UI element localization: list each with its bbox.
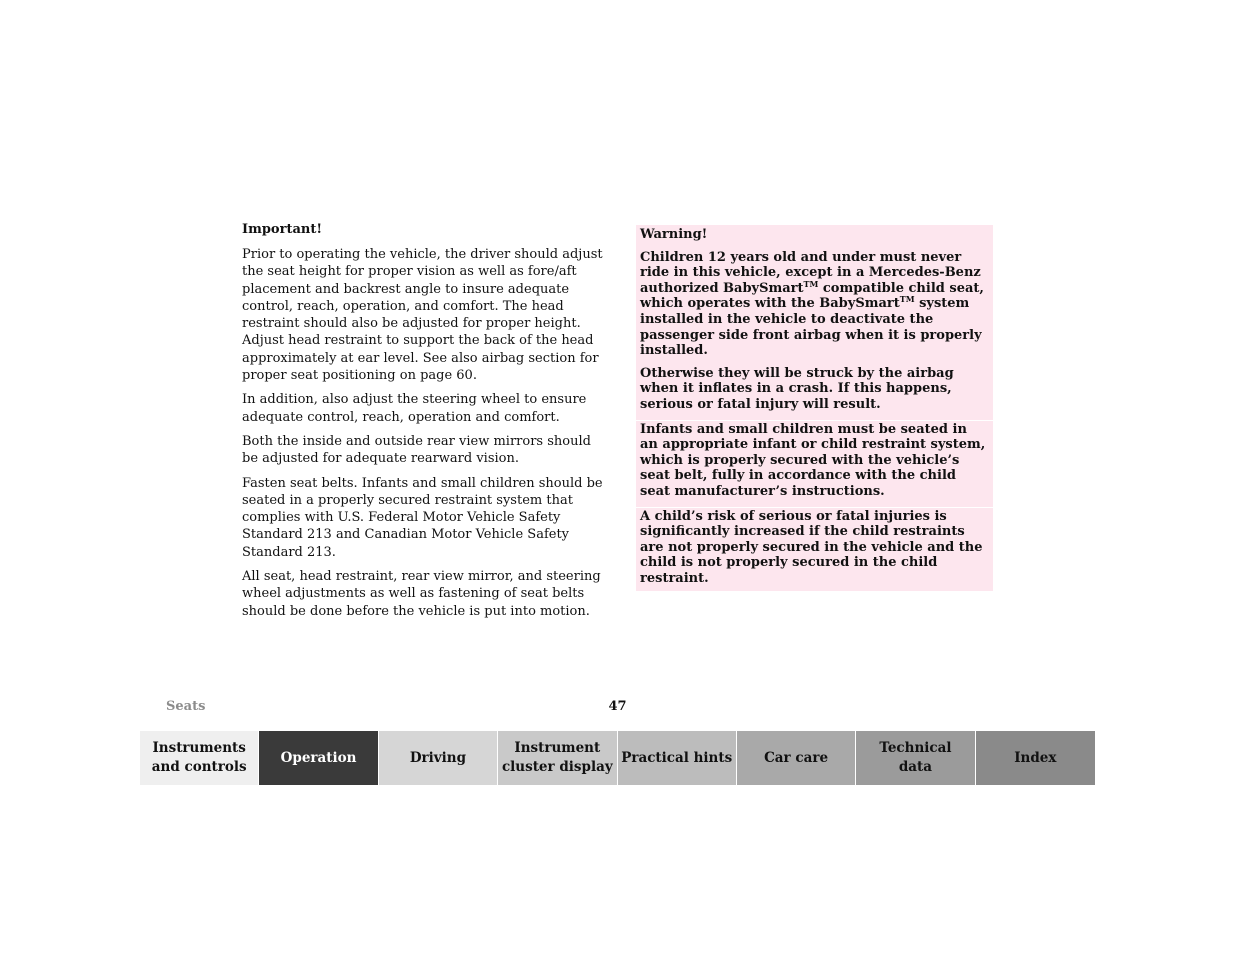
- warning-text: Children 12 years old and under must never ride in this vehicle, except in a Mercedes-Benz authorized BabySmart: [640, 249, 981, 296]
- warning-paragraph-restraint: Infants and small children must be seated in an appropriate infant or child restraint system, which is properly secured with the vehicle’s seat belt, fully in accordance with the child seat manufacturer’s instructions.: [636, 420, 993, 500]
- nav-tab-instruments-and-controls[interactable]: Instruments and controls: [140, 731, 259, 785]
- paragraph-steering-wheel: In addition, also adjust the steering wheel to ensure adequate control, reach, operation and comfort.: [242, 392, 587, 425]
- paragraph-seat-belts: Fasten seat belts. Infants and small children should be seated in a properly secured restraint system that complies with U.S. Federal Motor Vehicle Safety Standard 213 and Canadian Motor Vehicle Safety Standard 213.: [242, 475, 603, 560]
- section-label: Seats: [166, 699, 206, 714]
- chapter-nav: [140, 731, 1095, 785]
- nav-tab-practical-hints[interactable]: Practical hints: [618, 731, 737, 785]
- paragraph-mirrors: Both the inside and outside rear view mirrors should be adjusted for adequate rearward vision.: [242, 433, 591, 467]
- paragraph-before-motion: All seat, head restraint, rear view mirror, and steering wheel adjustments as well as fastening of seat belts should be done before the vehicle is put into motion.: [242, 569, 601, 619]
- trademark-mark: TM: [899, 294, 915, 305]
- warning-paragraph-airbag: Otherwise they will be struck by the airbag when it inflates in a crash. If this happens, serious or fatal injury will result.: [640, 365, 954, 412]
- trademark-mark: TM: [803, 278, 819, 289]
- important-section: [242, 221, 604, 627]
- warning-text: compatible child seat, which operates with the BabySmart: [640, 280, 984, 312]
- warning-text: system installed in the vehicle to deactivate the passenger side front airbag when it is properly installed.: [640, 296, 982, 359]
- warning-paragraph-babysmart: [636, 250, 993, 359]
- paragraph-seat-adjust: Prior to operating the vehicle, the driver should adjust the seat height for proper vision as well as fore/aft placement and backrest angle to insure adequate control, reach, operation, and comfort. The head restraint should also be adjusted for proper height. Adjust head restraint to support the back of the head approximately at ear level. See also airbag section for proper seat positioning on page 60.: [242, 247, 603, 384]
- nav-tab-technical-data[interactable]: Technical data: [856, 731, 975, 785]
- nav-tab-operation[interactable]: Operation: [259, 731, 378, 785]
- warning-box: [636, 225, 993, 591]
- warning-title: Warning!: [640, 227, 708, 242]
- nav-tab-car-care[interactable]: Car care: [737, 731, 856, 785]
- page-number: 47: [608, 699, 627, 714]
- warning-paragraph-risk: A child’s risk of serious or fatal injuries is significantly increased if the child restraints are not properly secured in the vehicle and the child is not properly secured in the child restraint.: [636, 507, 993, 592]
- nav-tab-instrument-cluster-display[interactable]: Instrument cluster display: [498, 731, 617, 785]
- nav-tab-index[interactable]: Index: [976, 731, 1095, 785]
- important-heading: Important!: [242, 222, 323, 237]
- nav-tab-driving[interactable]: Driving: [379, 731, 498, 785]
